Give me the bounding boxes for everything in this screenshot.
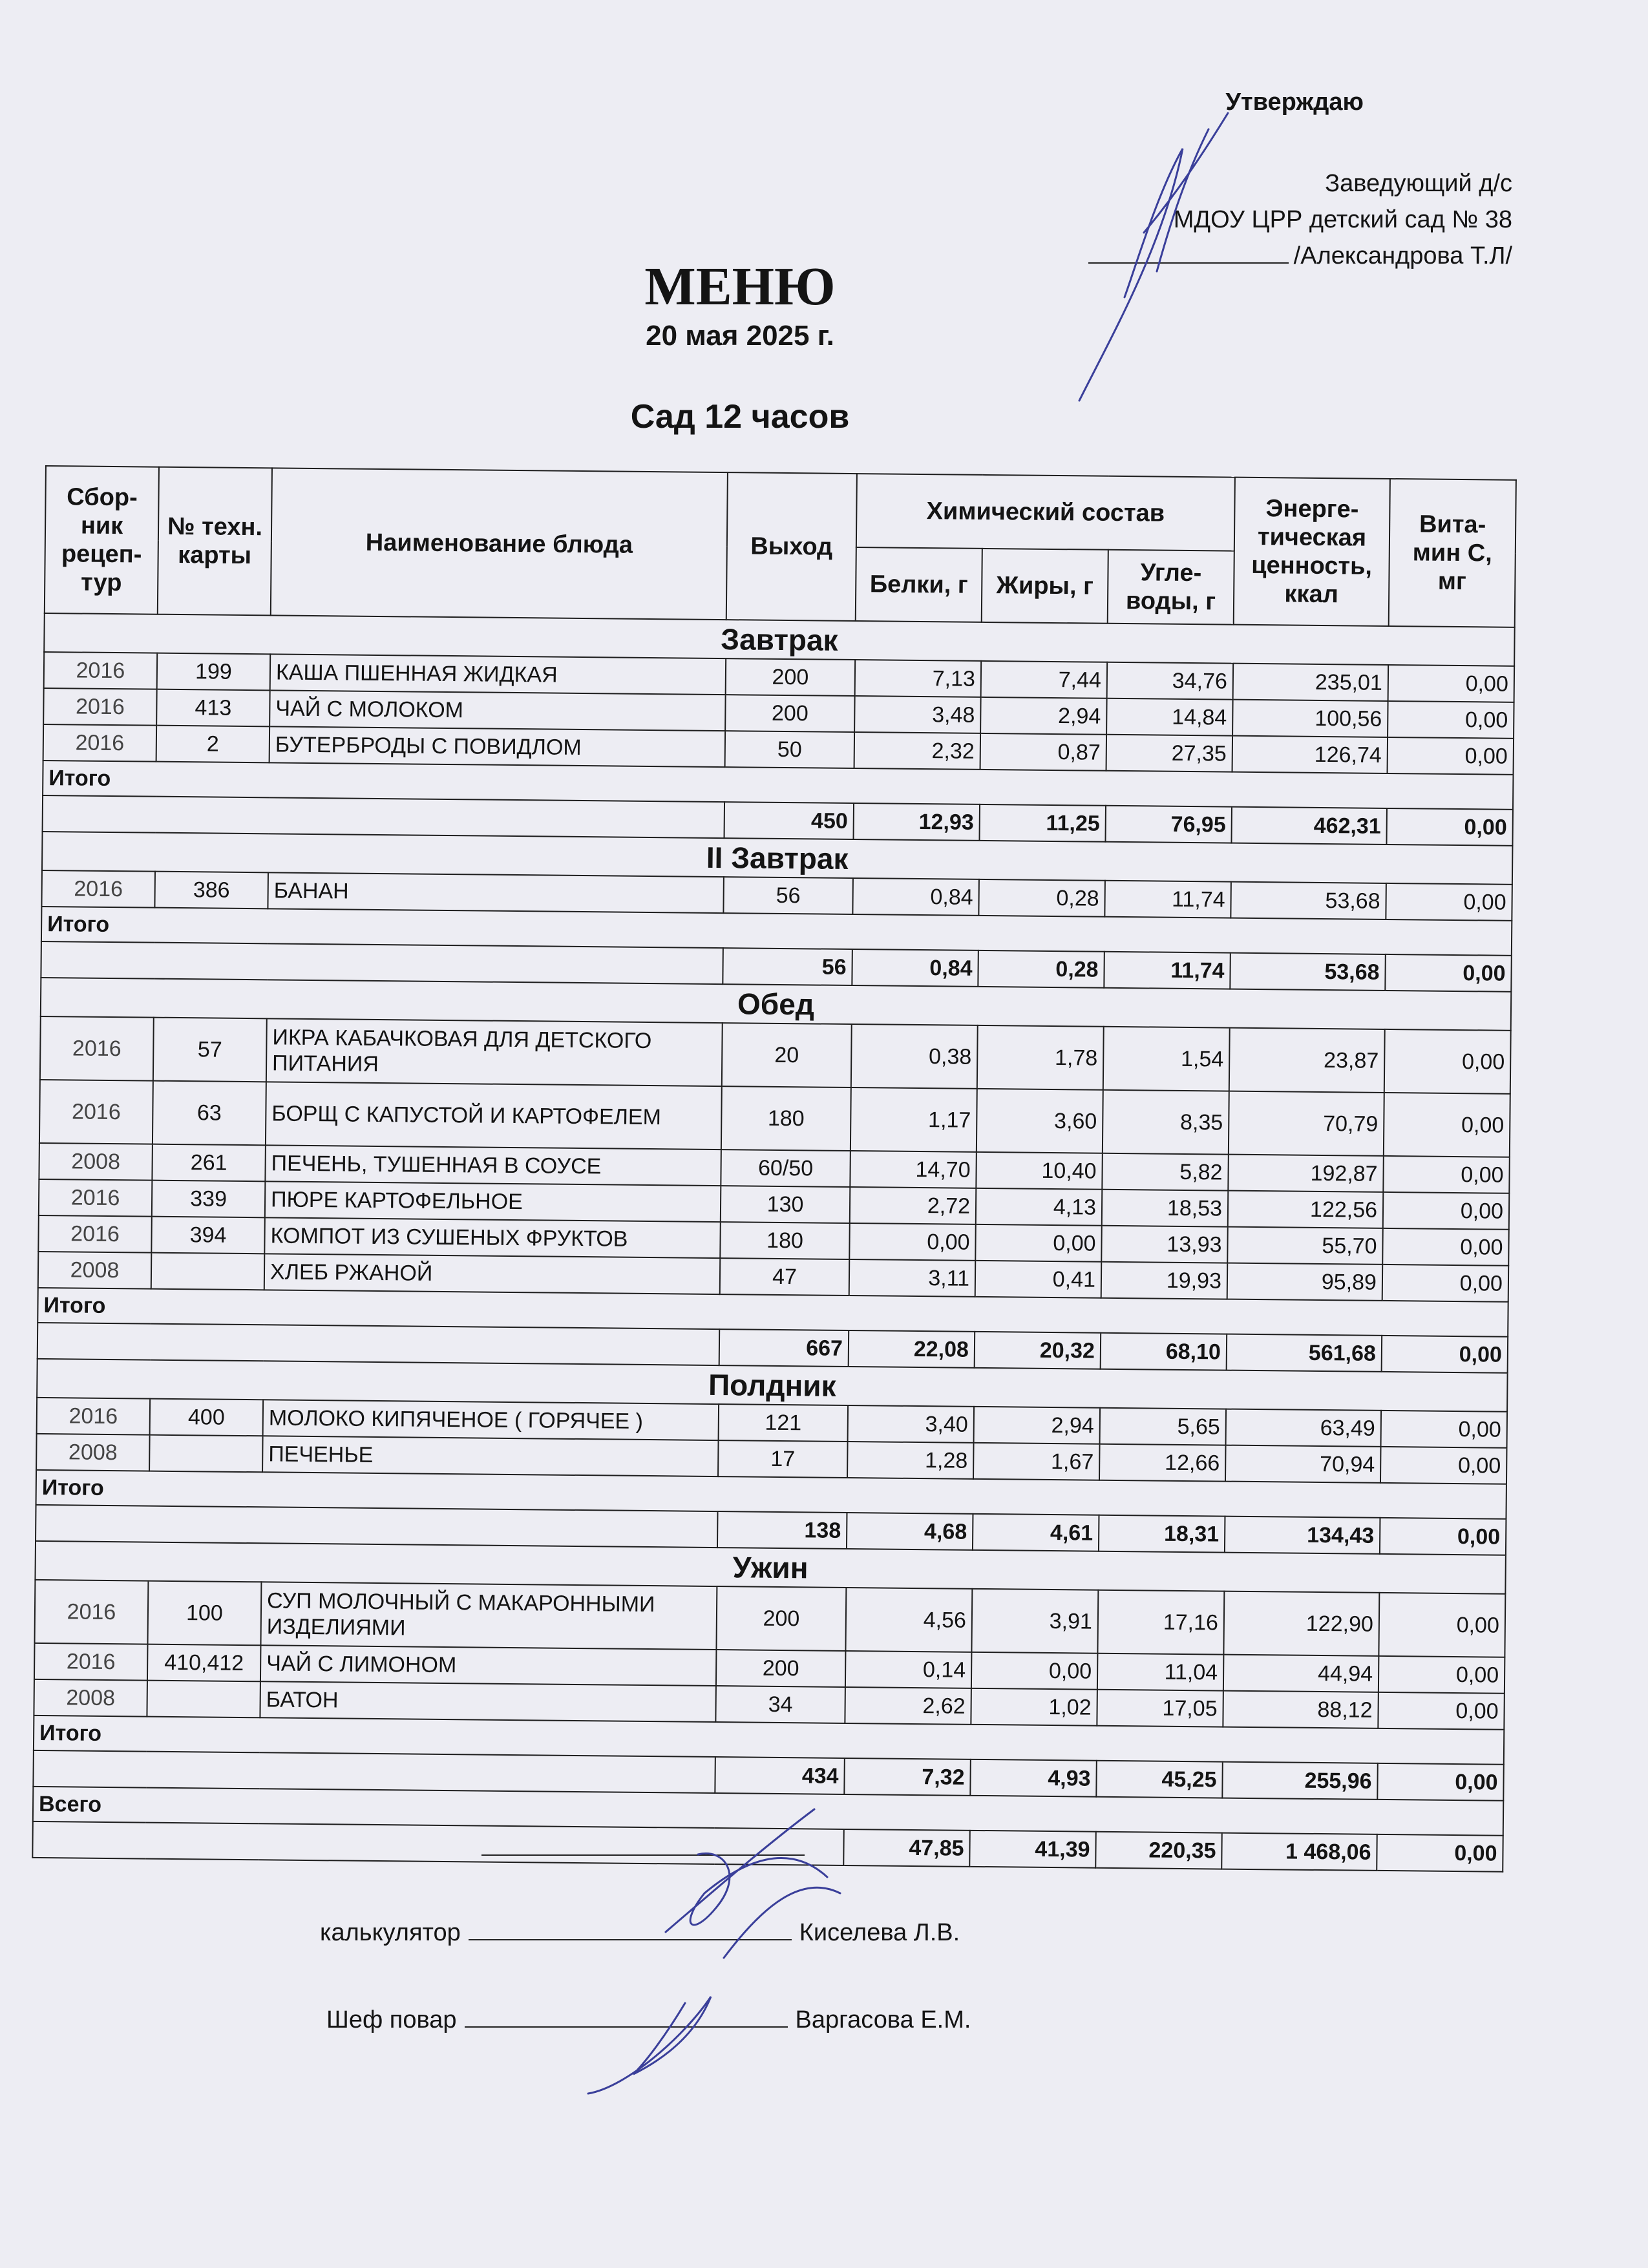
cell-output: 56	[723, 877, 853, 914]
cell-collection: 2016	[39, 1179, 153, 1217]
sum-protein: 12,93	[853, 803, 980, 841]
cell-collection: 2016	[37, 1398, 151, 1435]
cell-collection: 2008	[34, 1679, 147, 1717]
sum-protein: 7,32	[844, 1758, 971, 1796]
cell-fat: 10,40	[976, 1152, 1103, 1190]
cell-output: 200	[716, 1650, 846, 1687]
header-card-no: № техн. карты	[158, 467, 272, 616]
cell-protein: 1,17	[850, 1087, 977, 1152]
cell-output: 47	[720, 1258, 850, 1296]
signature-chef	[326, 2003, 971, 2034]
sum-protein: 4,68	[847, 1513, 973, 1550]
cell-card-no: 57	[153, 1018, 267, 1082]
cell-dish: ПЕЧЕНЬ, ТУШЕННАЯ В СОУСЕ	[265, 1145, 721, 1186]
cell-energy: 235,01	[1233, 664, 1389, 701]
sum-vitamin: 0,00	[1377, 1763, 1504, 1801]
sum-output: 450	[724, 802, 854, 839]
cell-dish: ПЕЧЕНЬЕ	[262, 1436, 719, 1476]
total-label: Итого	[37, 1288, 1508, 1337]
cell-protein: 2,32	[854, 732, 981, 770]
cell-dish: КОМПОТ ИЗ СУШЕНЫХ ФРУКТОВ	[264, 1217, 721, 1258]
cell-card-no: 100	[147, 1581, 261, 1646]
cell-energy: 23,87	[1229, 1028, 1385, 1093]
cell-output: 17	[718, 1440, 848, 1478]
cell-protein: 14,70	[850, 1151, 977, 1188]
grand-vitamin: 0,00	[1377, 1834, 1503, 1872]
header-fat: Жиры, г	[982, 549, 1108, 624]
cell-fat: 2,94	[974, 1407, 1101, 1444]
sum-spacer	[33, 1750, 715, 1793]
sum-vitamin: 0,00	[1382, 1336, 1508, 1373]
cell-energy: 126,74	[1232, 736, 1388, 773]
cell-fat: 0,00	[975, 1224, 1102, 1262]
sum-fat: 4,93	[970, 1759, 1097, 1797]
cell-output: 20	[722, 1023, 852, 1087]
page-title: МЕНЮ	[644, 257, 836, 317]
cell-card-no: 400	[150, 1399, 264, 1436]
header-vitamin: Вита- мин С, мг	[1389, 479, 1516, 627]
cell-vitamin: 0,00	[1380, 1447, 1507, 1484]
grand-energy: 1 468,06	[1221, 1833, 1377, 1871]
grand-total-label: Всего	[33, 1787, 1503, 1836]
sum-carbs: 76,95	[1105, 806, 1232, 843]
cell-fat: 4,13	[976, 1188, 1103, 1226]
cell-energy: 70,94	[1225, 1445, 1381, 1483]
cell-card-no: 199	[157, 653, 271, 691]
cell-fat: 1,67	[973, 1443, 1100, 1480]
cell-collection: 2008	[36, 1434, 150, 1471]
cell-output: 200	[725, 695, 855, 732]
cell-dish: ЧАЙ С МОЛОКОМ	[269, 690, 726, 731]
cell-output: 200	[726, 658, 856, 696]
cell-card-no: 386	[154, 872, 268, 909]
total-label: Итого	[36, 1470, 1506, 1519]
signature-name: Варгасова Е.М.	[795, 2006, 971, 2033]
sum-fat: 20,32	[975, 1332, 1101, 1369]
signature-name: Киселева Л.В.	[799, 1919, 960, 1946]
cell-carbs: 18,53	[1102, 1190, 1229, 1227]
cell-collection: 2016	[43, 724, 157, 762]
cell-dish: БУТЕРБРОДЫ С ПОВИДЛОМ	[269, 726, 726, 767]
total-label: Итого	[43, 761, 1513, 810]
sum-energy: 462,31	[1231, 807, 1387, 845]
header-dish: Наименование блюда	[271, 468, 728, 620]
cell-energy: 122,56	[1228, 1191, 1384, 1228]
cell-protein: 0,38	[851, 1024, 978, 1089]
cell-collection: 2016	[40, 1016, 154, 1081]
cell-card-no	[151, 1253, 265, 1290]
sum-fat: 11,25	[979, 804, 1106, 842]
cell-fat: 1,02	[971, 1688, 1097, 1726]
sum-vitamin: 0,00	[1380, 1518, 1506, 1555]
cell-carbs: 19,93	[1101, 1262, 1228, 1299]
sum-fat: 4,61	[973, 1514, 1099, 1551]
cell-dish: ПЮРЕ КАРТОФЕЛЬНОЕ	[265, 1181, 721, 1222]
cell-card-no: 394	[151, 1217, 265, 1254]
cell-vitamin: 0,00	[1383, 1156, 1510, 1193]
cell-output: 180	[720, 1222, 850, 1259]
sum-fat: 0,28	[978, 950, 1104, 988]
cell-fat: 0,28	[978, 879, 1105, 917]
header-collection: Сбор- ник рецеп- тур	[45, 466, 159, 614]
cell-vitamin: 0,00	[1388, 701, 1514, 739]
cell-carbs: 11,74	[1104, 881, 1231, 918]
sum-energy: 134,43	[1225, 1517, 1380, 1554]
sum-protein: 22,08	[849, 1330, 975, 1368]
cell-output: 180	[721, 1086, 851, 1151]
cell-protein: 3,48	[854, 696, 981, 733]
cell-output: 50	[725, 731, 855, 768]
cell-fat: 0,00	[971, 1652, 1098, 1690]
cell-collection: 2016	[39, 1080, 153, 1144]
cell-card-no: 63	[153, 1081, 266, 1146]
cell-carbs: 5,65	[1100, 1408, 1227, 1445]
grand-protein: 47,85	[843, 1829, 970, 1867]
sum-output: 138	[717, 1511, 847, 1549]
cell-energy: 122,90	[1223, 1591, 1379, 1656]
cell-vitamin: 0,00	[1388, 665, 1515, 702]
header-energy: Энерге- тическая ценность, ккал	[1234, 478, 1390, 626]
section-title: Полдник	[37, 1359, 1507, 1412]
cell-collection: 2016	[43, 688, 157, 726]
sum-output: 667	[719, 1329, 849, 1367]
cell-carbs: 13,93	[1101, 1226, 1228, 1263]
header-protein: Белки, г	[856, 547, 982, 622]
cell-output: 60/50	[721, 1150, 850, 1187]
sum-carbs: 11,74	[1104, 952, 1231, 989]
cell-protein: 2,62	[845, 1687, 971, 1725]
table-body	[32, 613, 1514, 1872]
cell-output: 200	[716, 1586, 846, 1651]
sum-spacer	[36, 1505, 717, 1548]
cell-energy: 44,94	[1223, 1655, 1379, 1692]
sum-energy: 255,96	[1222, 1762, 1378, 1800]
signature-calculator	[320, 1916, 960, 1947]
cell-energy: 100,56	[1232, 700, 1388, 737]
header-carbs: Угле- воды, г	[1108, 550, 1234, 625]
cell-vitamin: 0,00	[1384, 1029, 1511, 1094]
cell-card-no	[149, 1435, 263, 1473]
cell-vitamin: 0,00	[1386, 883, 1512, 921]
cell-output: 121	[719, 1404, 849, 1442]
cell-carbs: 11,04	[1097, 1654, 1224, 1691]
total-label: Итого	[41, 907, 1512, 956]
menu-subtitle: Сад 12 часов	[630, 398, 850, 436]
signature-role: Шеф повар	[326, 2006, 457, 2033]
cell-vitamin: 0,00	[1384, 1093, 1510, 1157]
section-title: Обед	[41, 978, 1511, 1031]
cell-dish: БАТОН	[260, 1681, 716, 1722]
cell-dish: ХЛЕБ РЖАНОЙ	[264, 1254, 721, 1294]
cell-energy: 88,12	[1223, 1691, 1379, 1728]
cell-card-no: 2	[156, 726, 270, 763]
cell-carbs: 12,66	[1099, 1444, 1226, 1482]
cell-carbs: 1,54	[1103, 1027, 1230, 1091]
cell-protein: 4,56	[845, 1588, 972, 1652]
cell-energy: 192,87	[1228, 1155, 1384, 1192]
cell-protein: 0,00	[849, 1223, 976, 1261]
table-header	[45, 466, 1516, 627]
sum-spacer	[41, 941, 723, 984]
sum-output: 434	[715, 1757, 845, 1794]
cell-vitamin: 0,00	[1379, 1593, 1505, 1657]
sum-energy: 53,68	[1230, 953, 1386, 991]
cell-dish: БАНАН	[268, 872, 724, 913]
cell-carbs: 5,82	[1102, 1153, 1229, 1191]
sum-vitamin: 0,00	[1385, 954, 1512, 992]
cell-energy: 55,70	[1227, 1227, 1383, 1265]
sum-vitamin: 0,00	[1386, 808, 1513, 846]
cell-fat: 0,87	[980, 733, 1107, 771]
sum-carbs: 68,10	[1101, 1333, 1227, 1370]
cell-card-no: 413	[156, 689, 270, 727]
cell-protein: 2,72	[850, 1187, 977, 1224]
cell-collection: 2008	[38, 1252, 152, 1289]
sum-carbs: 45,25	[1096, 1761, 1223, 1798]
sum-energy: 561,68	[1227, 1334, 1382, 1372]
cell-protein: 0,14	[845, 1651, 972, 1688]
cell-collection: 2008	[39, 1143, 153, 1181]
signature-underline	[465, 2003, 788, 2028]
sum-output: 56	[723, 948, 852, 985]
cell-protein: 0,84	[852, 878, 979, 916]
cell-card-no	[147, 1681, 260, 1718]
cell-collection: 2016	[44, 652, 158, 689]
sum-carbs: 18,31	[1099, 1515, 1225, 1553]
cell-collection: 2016	[38, 1215, 152, 1253]
cell-carbs: 14,84	[1106, 698, 1233, 736]
cell-fat: 0,41	[975, 1261, 1102, 1298]
header-chem: Химический состав	[856, 474, 1235, 551]
cell-fat: 2,94	[980, 697, 1107, 735]
cell-vitamin: 0,00	[1388, 737, 1514, 775]
cell-collection: 2016	[35, 1580, 149, 1644]
cell-output: 130	[721, 1186, 850, 1223]
signature-underline	[469, 1916, 792, 1940]
grand-carbs: 220,35	[1095, 1832, 1222, 1869]
section-title: II Завтрак	[42, 832, 1512, 885]
cell-card-no: 261	[152, 1144, 266, 1182]
cell-energy: 95,89	[1227, 1263, 1383, 1301]
cell-carbs: 17,16	[1097, 1590, 1224, 1655]
cell-dish: ИКРА КАБАЧКОВАЯ ДЛЯ ДЕТСКОГО ПИТАНИЯ	[266, 1018, 723, 1086]
cell-dish: СУП МОЛОЧНЫЙ С МАКАРОННЫМИ ИЗДЕЛИЯМИ	[260, 1582, 717, 1650]
sum-spacer	[37, 1323, 719, 1365]
cell-dish: КАША ПШЕННАЯ ЖИДКАЯ	[270, 654, 726, 695]
cell-carbs: 8,35	[1103, 1090, 1229, 1155]
section-title: Ужин	[35, 1541, 1505, 1594]
approval-label: Утверждаю	[1225, 89, 1364, 116]
approval-org: МДОУ ЦРР детский сад № 38	[1173, 206, 1512, 233]
approval-block	[1088, 84, 1512, 274]
cell-protein: 3,40	[848, 1405, 975, 1443]
cell-fat: 3,91	[971, 1589, 1098, 1654]
sum-spacer	[43, 795, 724, 838]
top-signature-line	[481, 1854, 805, 1856]
menu-table	[32, 465, 1517, 1873]
cell-collection: 2016	[41, 870, 155, 908]
signature-role: калькулятор	[320, 1919, 461, 1946]
grand-fat: 41,39	[969, 1831, 1096, 1868]
menu-date: 20 мая 2025 г.	[646, 320, 834, 352]
sum-protein: 0,84	[852, 949, 978, 987]
cell-dish: ЧАЙ С ЛИМОНОМ	[260, 1645, 717, 1686]
cell-protein: 7,13	[855, 660, 982, 697]
cell-energy: 70,79	[1229, 1091, 1384, 1156]
approval-name: /Александрова Т.Л/	[1293, 242, 1512, 269]
cell-carbs: 34,76	[1107, 662, 1234, 700]
cell-fat: 7,44	[981, 661, 1108, 698]
cell-card-no: 339	[152, 1181, 266, 1218]
cell-vitamin: 0,00	[1381, 1411, 1508, 1448]
cell-carbs: 27,35	[1106, 735, 1233, 772]
cell-vitamin: 0,00	[1378, 1692, 1505, 1730]
cell-protein: 1,28	[847, 1442, 974, 1479]
cell-fat: 3,60	[977, 1089, 1103, 1153]
total-label: Итого	[34, 1716, 1504, 1765]
cell-vitamin: 0,00	[1382, 1228, 1509, 1266]
cell-protein: 3,11	[849, 1259, 976, 1297]
section-title: Завтрак	[44, 613, 1514, 666]
cell-dish: МОЛОКО КИПЯЧЕНОЕ ( ГОРЯЧЕЕ )	[263, 1400, 719, 1440]
cell-dish: БОРЩ С КАПУСТОЙ И КАРТОФЕЛЕМ	[266, 1082, 722, 1150]
cell-energy: 63,49	[1226, 1409, 1382, 1447]
cell-vitamin: 0,00	[1382, 1265, 1509, 1302]
approval-position: Заведующий д/с	[1325, 170, 1512, 197]
cell-output: 34	[715, 1686, 845, 1723]
cell-energy: 53,68	[1231, 882, 1386, 919]
cell-card-no: 410,412	[147, 1644, 261, 1682]
sum-spacer	[32, 1822, 843, 1865]
cell-carbs: 17,05	[1097, 1690, 1223, 1727]
cell-vitamin: 0,00	[1379, 1656, 1505, 1694]
cell-fat: 1,78	[977, 1025, 1104, 1090]
header-output: Выход	[726, 472, 857, 621]
cell-collection: 2016	[34, 1643, 148, 1681]
cell-vitamin: 0,00	[1383, 1192, 1510, 1230]
